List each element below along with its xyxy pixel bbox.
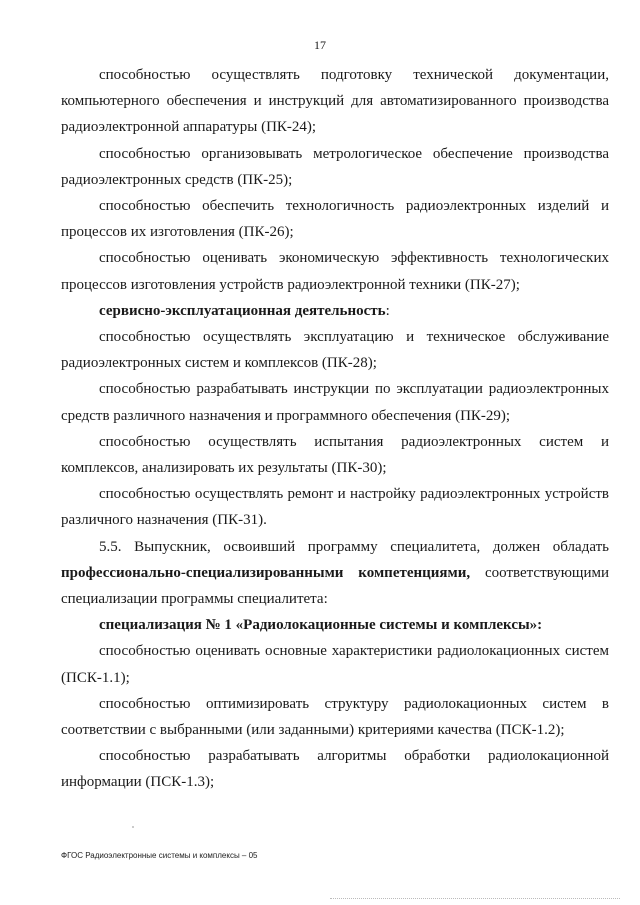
- paragraph-pk-26: способностью обеспечить технологичность радиоэлектронных изделий и процессов их изготовления (ПК-26);: [61, 198, 609, 241]
- paragraph-5-5-lead: 5.5. Выпускник, освоивший программу специалитета, должен обладать: [99, 538, 609, 555]
- specialization-heading: [61, 612, 609, 638]
- scan-speck: [132, 826, 134, 828]
- scan-edge-line: [330, 898, 620, 900]
- page-number: 17: [314, 38, 326, 52]
- paragraph-5-5-bold: профессионально-специализированными компетенциями,: [61, 564, 471, 581]
- paragraph-pk-24: способностью осуществлять подготовку технической документации, компьютерного обеспечения и инструкций для автоматизированного производства радиоэлектронной аппаратуры (ПК-24);: [61, 67, 609, 136]
- section-heading-service: [61, 298, 609, 324]
- document-body: [61, 62, 609, 796]
- paragraph-pk-30: способностью осуществлять испытания радиоэлектронных систем и комплексов, анализировать их результаты (ПК-30);: [61, 433, 609, 477]
- paragraph-pk-27: способностью оценивать экономическую эффективность технологических процессов изготовления устройств радиоэлектронной техники (ПК-27);: [61, 250, 609, 293]
- paragraph-pk-29: способностью разрабатывать инструкции по эксплуатации радиоэлектронных средств различного назначения и программного обеспечения (ПК-29);: [61, 381, 609, 424]
- paragraph-5-5: [61, 534, 609, 613]
- paragraph-pk-28: способностью осуществлять эксплуатацию и техническое обслуживание радиоэлектронных систем и комплексов (ПК-28);: [61, 329, 609, 372]
- paragraph-psk-1-2: способностью оптимизировать структуру радиолокационных систем в соответствии с выбранными (или заданными) критериями качества (ПСК-1.2);: [61, 695, 609, 739]
- paragraph-pk-25: способностью организовывать метрологическое обеспечение производства радиоэлектронных средств (ПК-25);: [61, 145, 609, 188]
- paragraph-psk-1-1: способностью оценивать основные характеристики радиолокационных систем (ПСК-1.1);: [61, 643, 609, 686]
- section-heading-service-label: сервисно-эксплуатационная деятельность: [99, 302, 386, 319]
- paragraph-5-5-tail: соответствующими специализации программы специалитета:: [61, 564, 609, 608]
- paragraph-psk-1-3: способностью разрабатывать алгоритмы обработки радиолокационной информации (ПСК-1.3);: [61, 748, 609, 791]
- specialization-heading-label: специализация № 1 «Радиолокационные системы и комплексы»:: [99, 617, 543, 634]
- paragraph-pk-31: способностью осуществлять ремонт и настройку радиоэлектронных устройств различного назначения (ПК-31).: [61, 486, 609, 529]
- footer-text: ФГОС Радиоэлектронные системы и комплексы – 05: [61, 851, 258, 860]
- section-heading-service-colon: :: [385, 302, 390, 319]
